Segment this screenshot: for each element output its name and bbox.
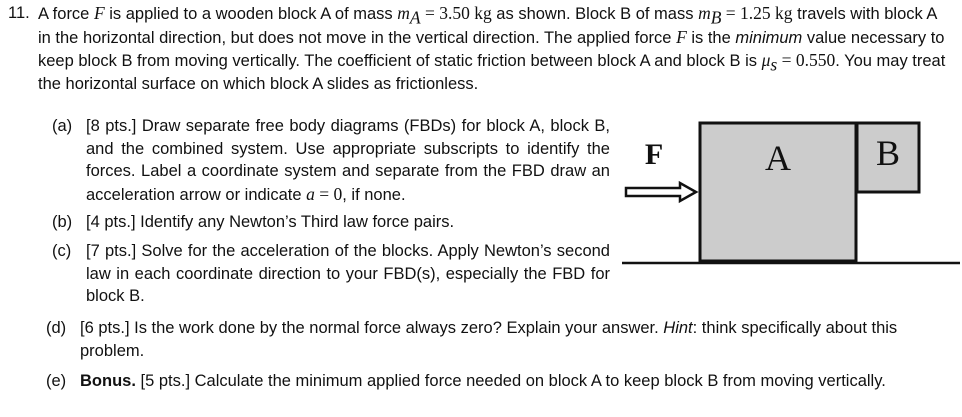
part-c-text: [7 pts.] Solve for the acceleration of the blocks. Apply Newton’s second law in each coordinate direction to your FBD(s), especially the FBD for block B. xyxy=(86,242,610,305)
force-arrow-icon xyxy=(626,183,696,201)
part-e-label: (e) xyxy=(46,372,67,390)
part-e-text: Bonus. [5 pts.] Calculate the minimum applied force needed on block A to keep block B from moving vertically. xyxy=(80,372,886,390)
problem-intro-text: A force F is applied to a wooden block A of mass $m_A = 3.50$ kg as shown. Block B of mass $m_B = 1.25$ kg travels with block A in the horizontal direction, but does not move in the vertical direction. The applied force F is the minimum value necessary to keep block B from moving vertically. The coefficient of static friction between block A and block B is $\mu_s = 0.550$. You may treat the horizontal surface on which block A slides as frictionless. xyxy=(38,3,946,93)
part-a-label: (a) xyxy=(52,117,73,135)
part-b-text: [4 pts.] Identify any Newton’s Third law force pairs. xyxy=(86,213,455,231)
part-a-text: [8 pts.] Draw separate free body diagrams (FBDs) for block A, block B, and the combined system. Use appropriate subscripts to identify the forces. Label a coordinate system and separate from the FBD draw an acceleration arrow or indicate a = 0, if none. xyxy=(86,117,610,204)
force-label: F xyxy=(644,138,664,171)
problem-statement xyxy=(8,2,958,93)
block-a-label: A xyxy=(765,138,791,178)
part-c-label: (c) xyxy=(52,242,72,260)
part-b-label: (b) xyxy=(52,213,73,231)
problem-number: 11. xyxy=(8,4,30,22)
block-b-label: B xyxy=(875,133,901,173)
part-d-label: (d) xyxy=(46,319,67,337)
part-d-text: [6 pts.] Is the work done by the normal force always zero? Explain your answer. Hint: think specifically about this problem. xyxy=(80,319,898,360)
block-diagram xyxy=(620,112,962,272)
